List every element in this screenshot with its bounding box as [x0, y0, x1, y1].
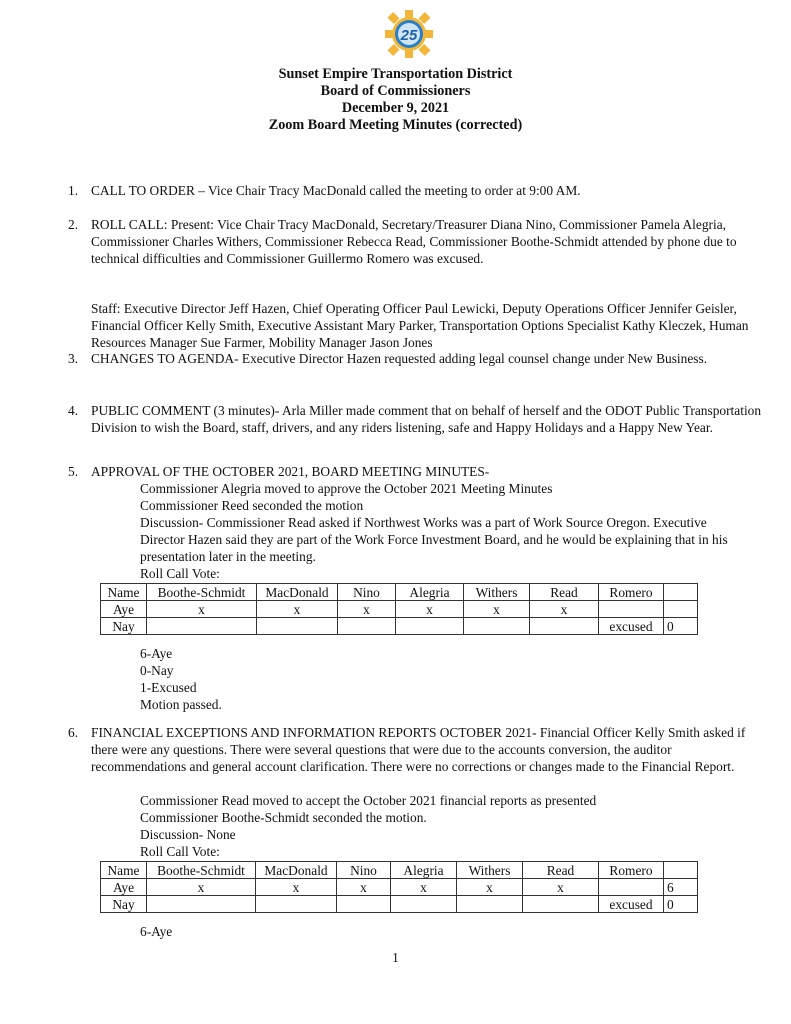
board-name: Board of Commissioners — [320, 83, 471, 99]
table-cell: x — [147, 601, 257, 618]
item-number: 1. — [68, 183, 79, 198]
table-cell: 0 — [664, 618, 698, 635]
item-text: CHANGES TO AGENDA- Executive Director Hazen requested adding legal counsel change under New Business. — [91, 351, 708, 366]
table-row-nay — [101, 896, 698, 913]
table-cell: excused — [599, 896, 664, 913]
table-cell: 0 — [664, 896, 698, 913]
table-row-nay — [101, 618, 698, 635]
item-text: ROLL CALL: Present: Vice Chair Tracy MacDonald, Secretary/Treasurer Diana Nino, Commissioner Pamela Alegria, Commissioner Charles Withers, Commissioner Rebecca Read, Commissioner Boothe-Schmidt attended by phone due to technical difficulties and Commissioner Guillermo Romero was excused. — [91, 217, 737, 266]
item-number: 3. — [68, 351, 79, 366]
table-cell: x — [337, 879, 391, 896]
staff-list: Staff: Executive Director Jeff Hazen, Chief Operating Officer Paul Lewicki, Deputy Operations Officer Jennifer Geisler, Financial Officer Kelly Smith, Executive Assistant Mary Parker, Transportation Options Specialist Kathy Kleczek, Human Resources Manager Sue Farmer, Mobility Manager Jason Jones — [91, 301, 749, 350]
table-cell — [391, 896, 457, 913]
table-cell — [257, 618, 338, 635]
vote-tally — [140, 645, 760, 713]
organization-name: Sunset Empire Transportation District — [278, 66, 513, 82]
meeting-date: December 9, 2021 — [341, 100, 450, 116]
table-cell: Romero — [599, 584, 664, 601]
table-cell: x — [530, 601, 599, 618]
item-text: APPROVAL OF THE OCTOBER 2021, BOARD MEETING MINUTES- — [91, 464, 490, 479]
table-cell: MacDonald — [257, 584, 338, 601]
table-cell — [396, 618, 464, 635]
table-row-aye — [101, 879, 698, 896]
table-cell: x — [396, 601, 464, 618]
table-cell: x — [523, 879, 599, 896]
table-cell: Withers — [464, 584, 530, 601]
table-cell: Withers — [457, 862, 523, 879]
motion-text: Commissioner Alegria moved to approve the October 2021 Meeting Minutes — [140, 481, 553, 496]
table-cell — [530, 618, 599, 635]
tally-aye: 6-Aye — [140, 924, 173, 939]
table-cell: MacDonald — [256, 862, 337, 879]
svg-text:25: 25 — [400, 27, 418, 44]
table-cell: Read — [523, 862, 599, 879]
motion-text: Commissioner Read moved to accept the October 2021 financial reports as presented — [140, 793, 597, 808]
table-cell — [523, 896, 599, 913]
table-cell: Nino — [338, 584, 396, 601]
table-cell: Boothe-Schmidt — [147, 862, 256, 879]
second-text: Commissioner Boothe-Schmidt seconded the motion. — [140, 810, 427, 825]
item-text: CALL TO ORDER – Vice Chair Tracy MacDonald called the meeting to order at 9:00 AM. — [91, 183, 581, 198]
item-text: FINANCIAL EXCEPTIONS AND INFORMATION REPORTS OCTOBER 2021- Financial Officer Kelly Smith asked if there were any questions. There were several questions that were due to the accounts conversion, the auditor recommendations and general account clarification. There were no corrections or changes made to the Financial Report. — [91, 725, 746, 774]
roll-call-vote-table — [100, 583, 698, 635]
table-cell: Nino — [337, 862, 391, 879]
table-cell: Alegria — [396, 584, 464, 601]
item-number: 5. — [68, 464, 79, 479]
sunset-empire-logo-icon — [385, 10, 433, 58]
tally-nay: 0-Nay — [140, 663, 174, 678]
table-cell: Read — [530, 584, 599, 601]
table-cell — [664, 584, 698, 601]
table-cell — [337, 896, 391, 913]
table-cell: x — [147, 879, 256, 896]
table-cell: Aye — [101, 601, 147, 618]
table-cell: Name — [101, 862, 147, 879]
table-cell: x — [338, 601, 396, 618]
table-cell: 6 — [664, 879, 698, 896]
motion-result: Motion passed. — [140, 697, 222, 712]
document-title: Zoom Board Meeting Minutes (corrected) — [268, 117, 523, 133]
tally-excused: 1-Excused — [140, 680, 197, 695]
item-text: PUBLIC COMMENT (3 minutes)- Arla Miller made comment that on behalf of herself and the ODOT Public Transportation Division to wish the Board, staff, drivers, and any riders listening, safe and Happy Holidays and a Happy New Year. — [91, 403, 762, 435]
table-cell — [147, 618, 257, 635]
table-cell: Name — [101, 584, 147, 601]
discussion-text: Discussion- None — [140, 827, 236, 842]
table-cell: x — [464, 601, 530, 618]
item-number: 4. — [68, 403, 79, 418]
table-cell: Alegria — [391, 862, 457, 879]
table-cell: x — [257, 601, 338, 618]
table-row-aye — [101, 601, 698, 618]
table-cell — [147, 896, 256, 913]
table-header-row — [101, 862, 698, 879]
document-header — [0, 66, 791, 134]
table-cell: Nay — [101, 618, 147, 635]
table-cell — [599, 879, 664, 896]
tally-aye: 6-Aye — [140, 646, 173, 661]
table-cell: Boothe-Schmidt — [147, 584, 257, 601]
discussion-text: Discussion- Commissioner Read asked if Northwest Works was a part of Work Source Oregon. Executive Director Hazen said they are part of the Work Force Investment Board, and he would be explaining that in his presentation later in the meeting. — [140, 515, 728, 564]
table-cell: x — [391, 879, 457, 896]
table-cell — [599, 601, 664, 618]
table-cell: Nay — [101, 896, 147, 913]
vote-tally — [140, 923, 760, 940]
page-number: 1 — [392, 950, 399, 965]
table-cell: x — [457, 879, 523, 896]
table-cell: x — [256, 879, 337, 896]
table-cell — [664, 601, 698, 618]
table-cell — [338, 618, 396, 635]
item-number: 6. — [68, 725, 79, 740]
table-cell — [457, 896, 523, 913]
table-cell — [664, 862, 698, 879]
roll-call-vote-table — [100, 861, 698, 913]
roll-call-label: Roll Call Vote: — [140, 566, 220, 581]
roll-call-label: Roll Call Vote: — [140, 844, 220, 859]
table-cell: Romero — [599, 862, 664, 879]
table-cell — [464, 618, 530, 635]
table-header-row — [101, 584, 698, 601]
table-cell — [256, 896, 337, 913]
table-cell: Aye — [101, 879, 147, 896]
item-number: 2. — [68, 217, 79, 232]
table-cell: excused — [599, 618, 664, 635]
second-text: Commissioner Reed seconded the motion — [140, 498, 364, 513]
